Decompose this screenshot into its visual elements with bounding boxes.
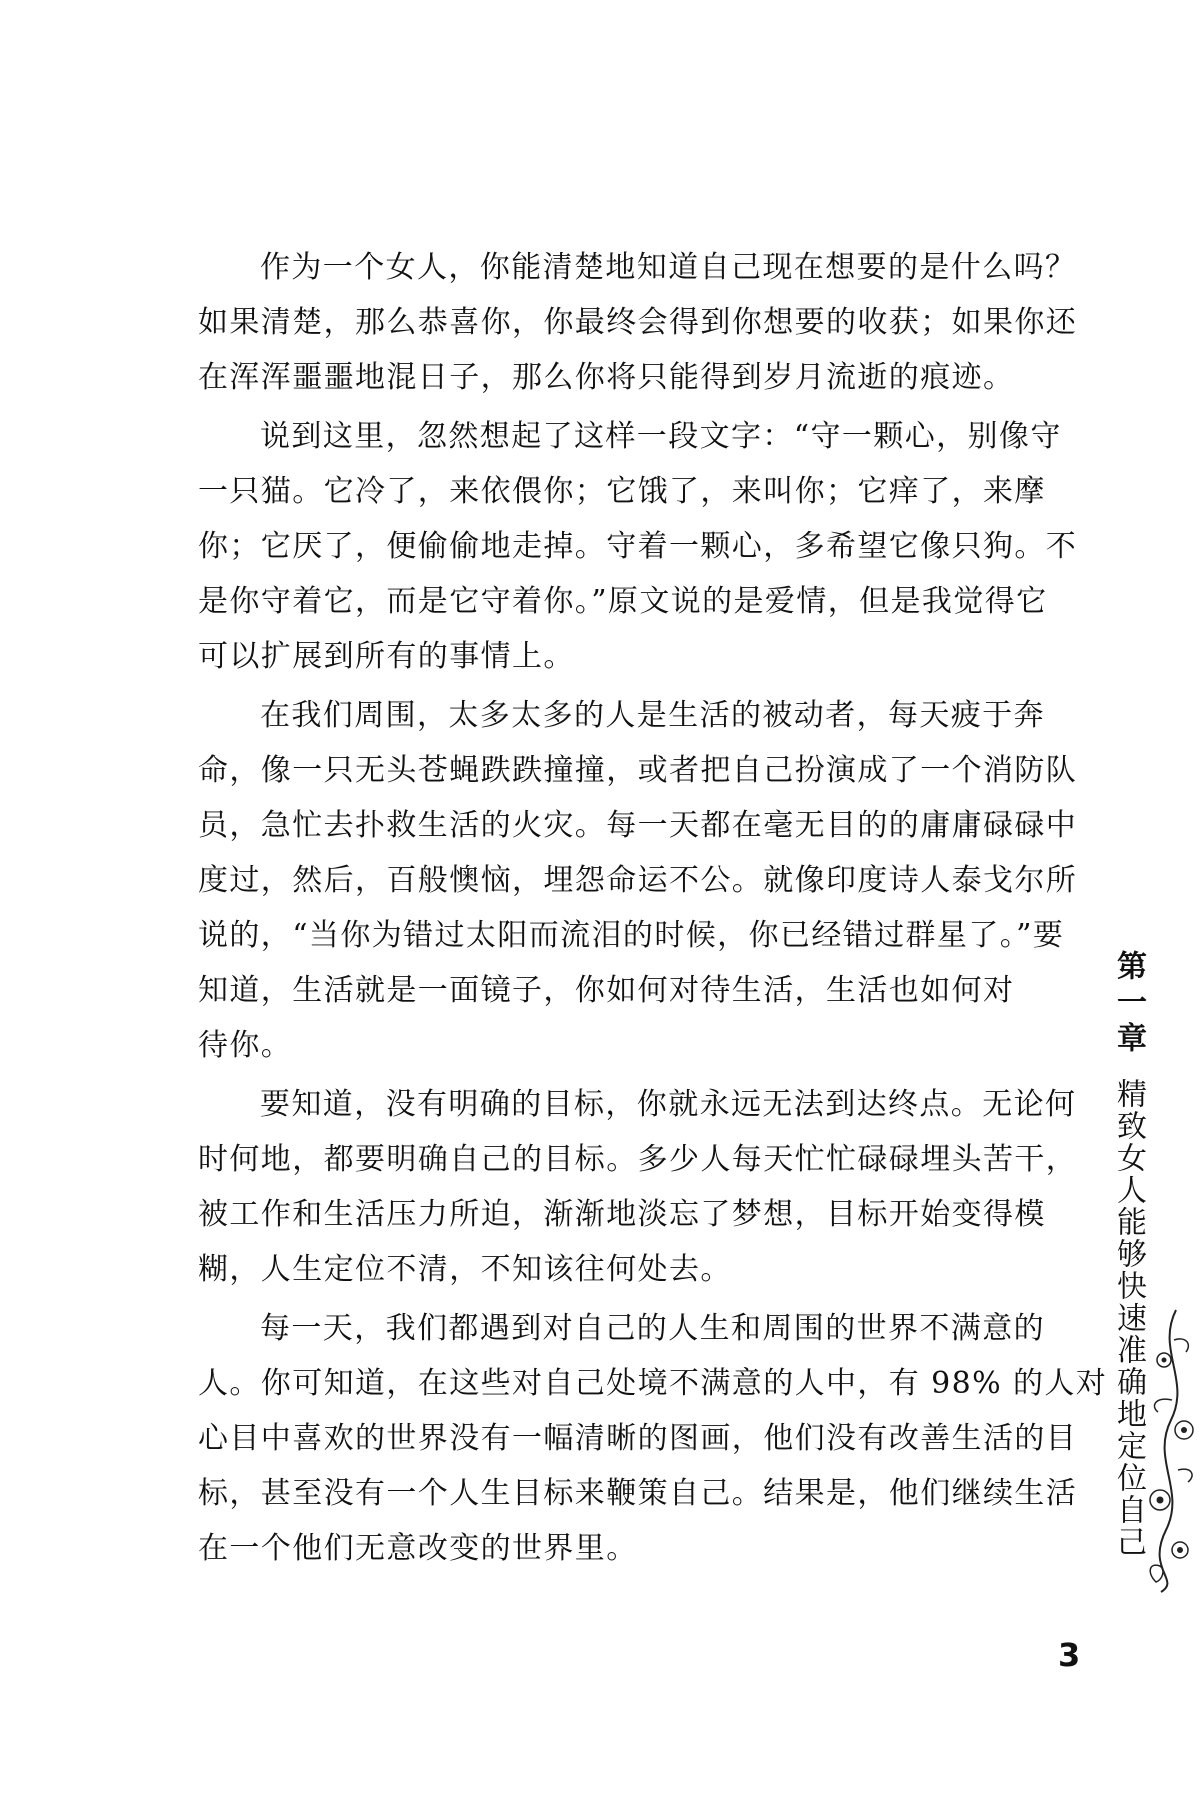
text-line: 度过，然后，百般懊恼，埋怨命运不公。就像印度诗人泰戈尔所 — [198, 863, 1078, 898]
paragraph-4 — [198, 1077, 1078, 1297]
text-line: 要知道，没有明确的目标，你就永远无法到达终点。无论何 — [260, 1087, 1077, 1122]
paragraph-2 — [198, 409, 1078, 684]
paragraph-1 — [198, 240, 1078, 405]
text-line: 时何地，都要明确自己的目标。多少人每天忙忙碌碌埋头苦干， — [198, 1142, 1078, 1177]
page-number: 3 — [1058, 1636, 1081, 1674]
text-line: 心目中喜欢的世界没有一幅清晰的图画，他们没有改善生活的目 — [198, 1421, 1078, 1456]
text-line: 是你守着它，而是它守着你。”原文说的是爱情，但是我觉得它 — [198, 584, 1048, 619]
text-line: 一只猫。它冷了，来依偎你；它饿了，来叫你；它痒了，来摩 — [198, 474, 1046, 509]
text-line: 在一个他们无意改变的世界里。 — [198, 1531, 638, 1566]
body-text — [198, 240, 1108, 1580]
chapter-title: 精致女人能够快速准确地定位自己 — [1111, 1078, 1146, 1558]
paragraph-5 — [198, 1301, 1108, 1576]
text-line: 你；它厌了，便偷偷地走掉。守着一颗心，多希望它像只狗。不 — [198, 529, 1078, 564]
paragraph-3 — [198, 688, 1078, 1073]
text-line: 知道，生活就是一面镜子，你如何对待生活，生活也如何对 — [198, 973, 1015, 1008]
text-line: 说到这里，忽然想起了这样一段文字：“守一颗心，别像守 — [260, 419, 1062, 454]
text-line: 在浑浑噩噩地混日子，那么你将只能得到岁月流逝的痕迹。 — [198, 360, 1015, 395]
text-line: 在我们周围，太多太多的人是生活的被动者，每天疲于奔 — [260, 698, 1045, 733]
text-line: 标，甚至没有一个人生目标来鞭策自己。结果是，他们继续生活 — [198, 1476, 1078, 1511]
text-line: 每一天，我们都遇到对自己的人生和周围的世界不满意的 — [260, 1311, 1045, 1346]
text-line: 糊，人生定位不清，不知该往何处去。 — [198, 1252, 732, 1287]
text-line: 说的，“当你为错过太阳而流泪的时候，你已经错过群星了。”要 — [198, 918, 1065, 953]
text-line: 作为一个女人，你能清楚地知道自己现在想要的是什么吗？ — [260, 250, 1077, 285]
text-line: 被工作和生活压力所迫，渐渐地淡忘了梦想，目标开始变得模 — [198, 1197, 1046, 1232]
text-line: 人。你可知道，在这些对自己处境不满意的人中，有 98% 的人对 — [198, 1366, 1108, 1401]
floral-vine-icon — [1136, 1300, 1200, 1600]
text-line: 员，急忙去扑救生活的火灾。每一天都在毫无目的的庸庸碌碌中 — [198, 808, 1078, 843]
text-line: 待你。 — [198, 1028, 293, 1063]
chapter-label: 第一章 — [1111, 950, 1146, 1058]
text-line: 命，像一只无头苍蝇跌跌撞撞，或者把自己扮演成了一个消防队 — [198, 753, 1078, 788]
text-line: 如果清楚，那么恭喜你，你最终会得到你想要的收获；如果你还 — [198, 305, 1078, 340]
text-line: 可以扩展到所有的事情上。 — [198, 639, 575, 674]
